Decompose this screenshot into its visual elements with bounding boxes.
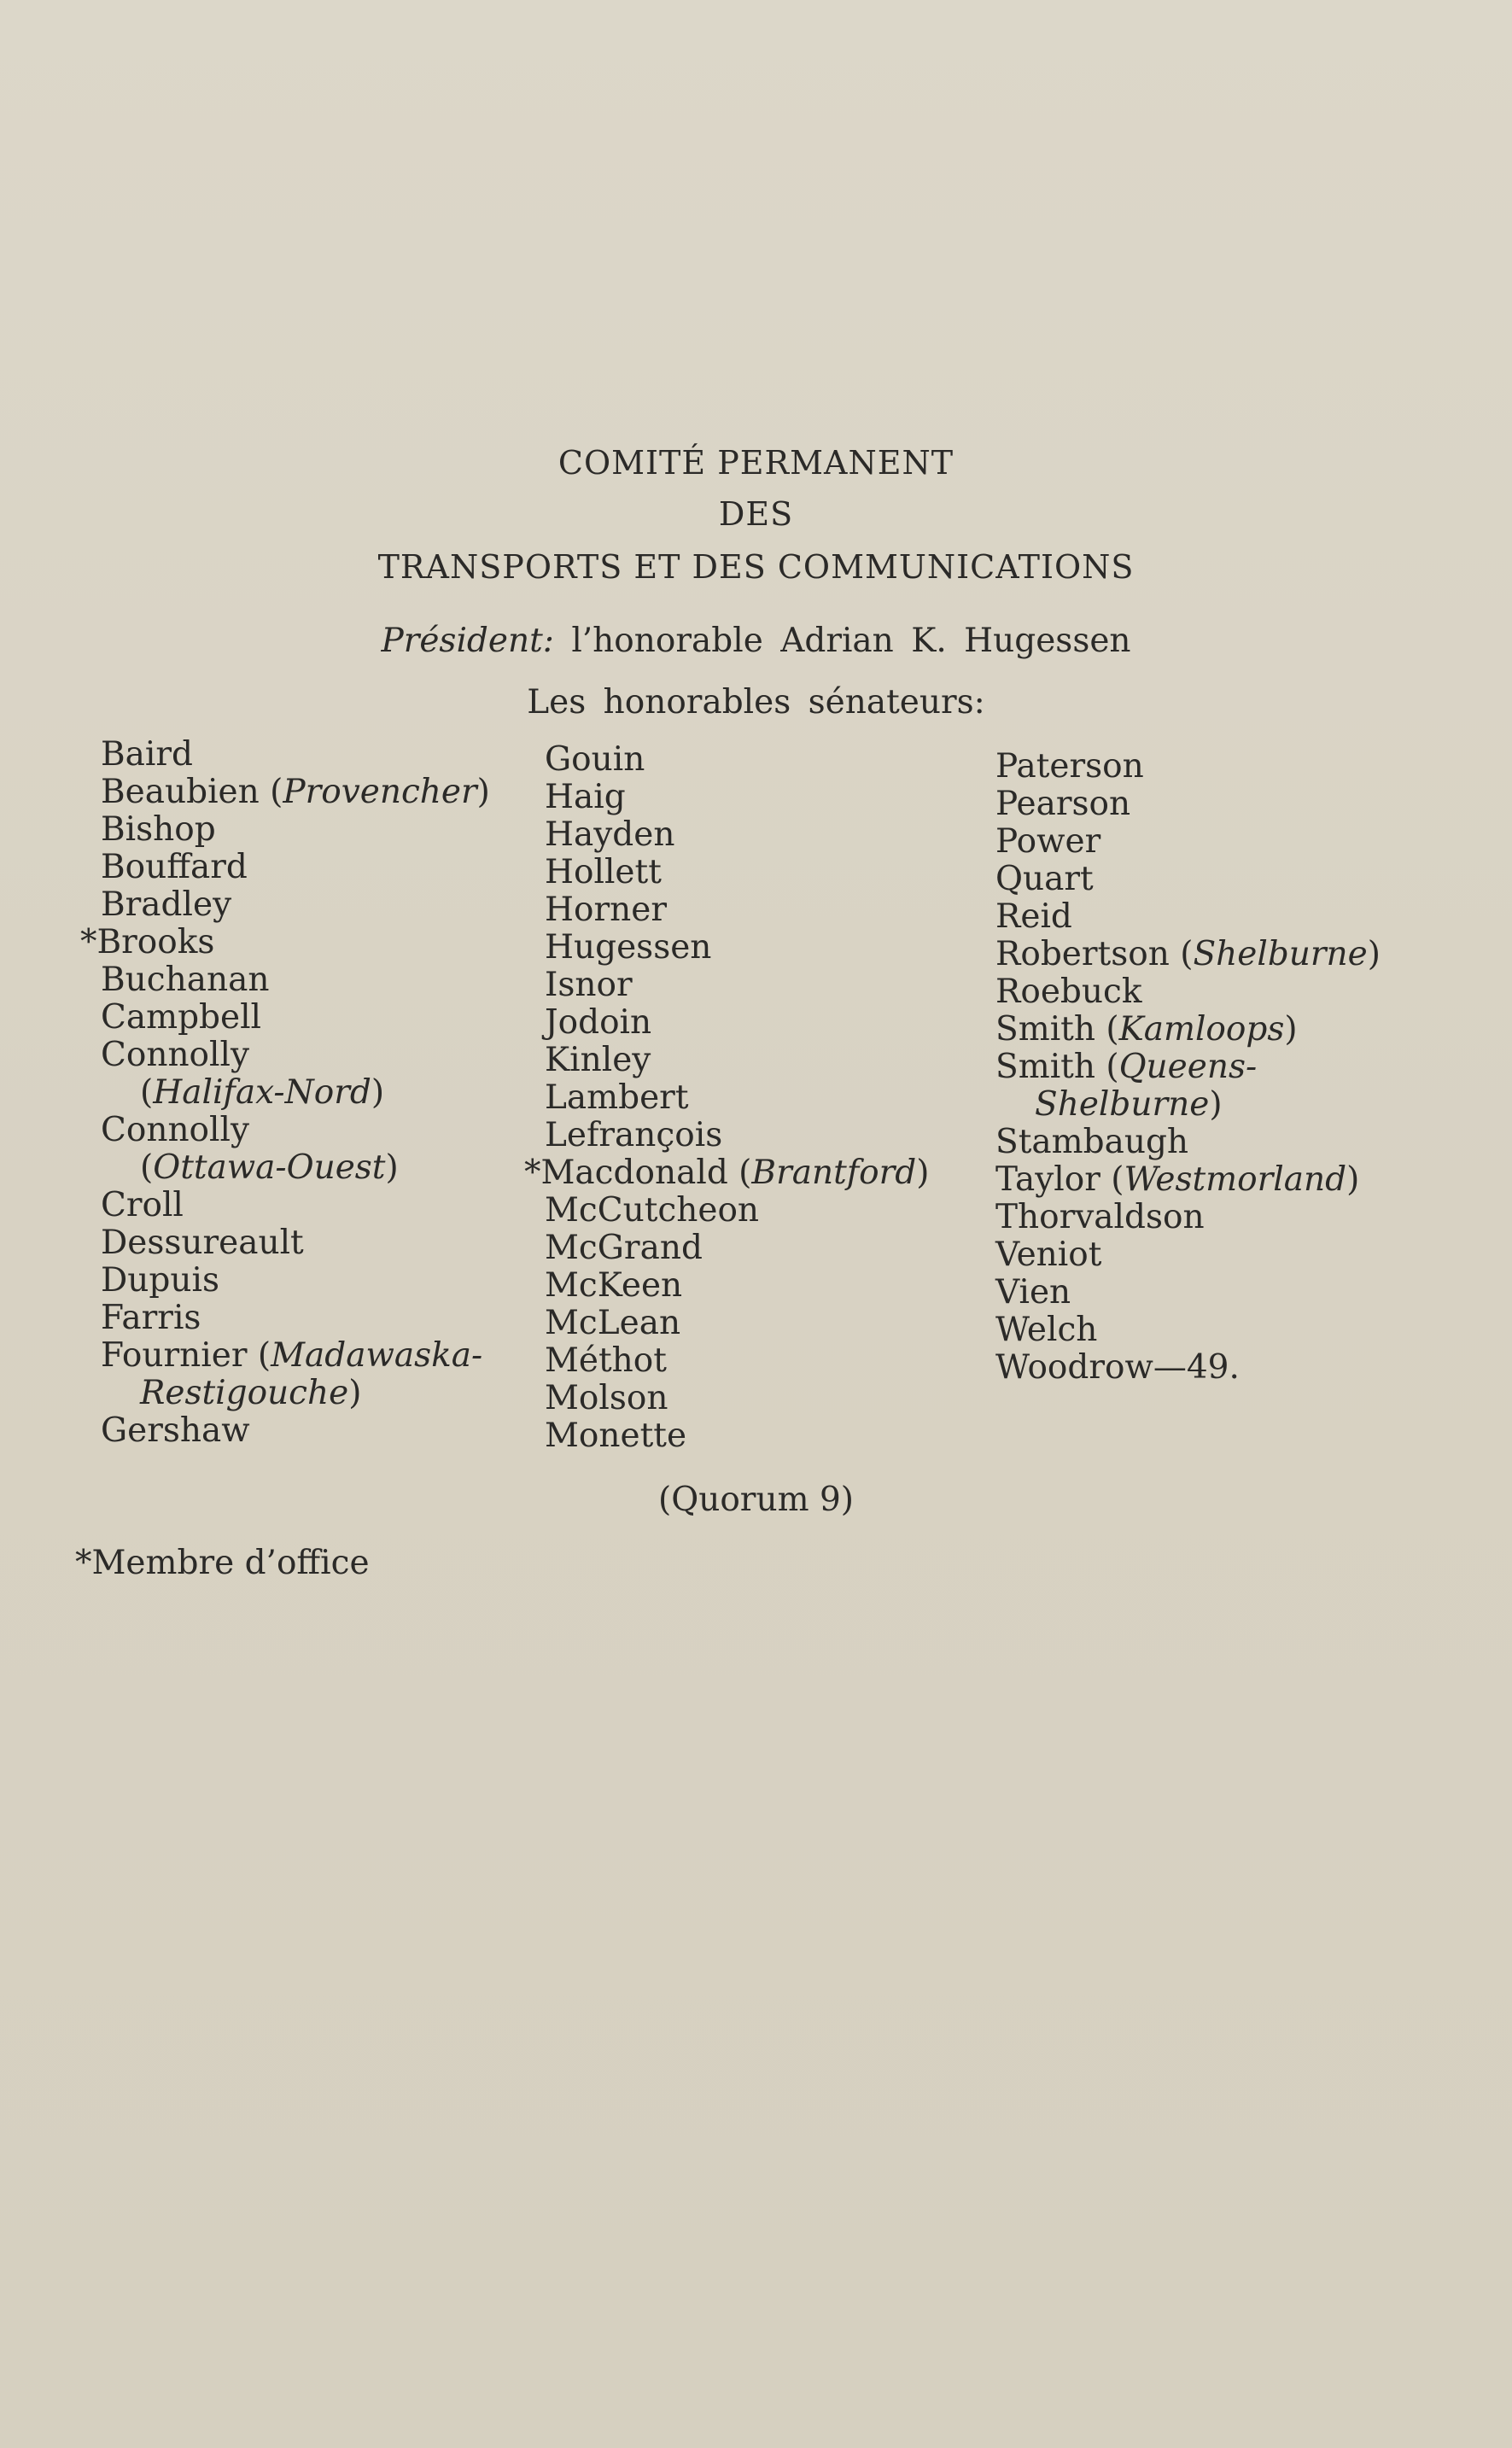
senator-entry: Bouffard — [101, 848, 248, 886]
senator-division: Brantford — [751, 1154, 917, 1192]
committee-title-line2: DES — [718, 495, 794, 533]
senator-entry: Fournier (Madawaska- — [101, 1336, 483, 1375]
senator-entry: Smith (Queens- — [995, 1048, 1258, 1086]
president-name: l’honorable Adrian K. Hugessen — [571, 622, 1131, 660]
senator-entry: Lefrançois — [545, 1116, 723, 1154]
senator-division: Halifax-Nord — [153, 1073, 371, 1112]
senator-column-1 — [80, 735, 490, 1450]
senator-entry: Power — [995, 822, 1101, 861]
president-line — [0, 622, 1512, 660]
senator-entry: Buchanan — [101, 961, 270, 999]
senator-entry: Veniot — [995, 1236, 1102, 1274]
senator-entry: McKeen — [545, 1266, 683, 1305]
senator-entry: Connolly — [101, 1036, 250, 1074]
senator-entry: Lambert — [545, 1078, 689, 1117]
senator-entry: (Halifax-Nord) — [140, 1073, 385, 1112]
senator-entry: McCutcheon — [545, 1191, 760, 1230]
senator-column-3 — [995, 748, 1381, 1387]
senator-entry: Dupuis — [101, 1261, 219, 1300]
senator-entry: Thorvaldson — [995, 1198, 1205, 1236]
senator-entry: Campbell — [101, 998, 262, 1037]
senator-entry: Connolly — [101, 1111, 250, 1149]
senator-entry: McLean — [545, 1304, 681, 1342]
senator-entry: Farris — [101, 1299, 201, 1337]
senator-entry: Hugessen — [545, 928, 712, 967]
footnote-ex-officio: *Membre d’office — [75, 1544, 370, 1582]
senator-entry: Robertson (Shelburne) — [995, 935, 1381, 973]
senator-division: Ottawa-Ouest — [153, 1148, 386, 1187]
senator-entry: Baird — [101, 735, 193, 774]
senator-entry: Dessureault — [101, 1224, 304, 1262]
senator-division: Restigouche — [140, 1374, 349, 1412]
senator-entry: Quart — [995, 860, 1094, 898]
senator-entry: Pearson — [995, 785, 1131, 823]
senator-entry: Molson — [545, 1379, 668, 1417]
senator-entry: Hollett — [545, 853, 662, 891]
senator-entry: Smith (Kamloops) — [995, 1010, 1298, 1049]
senator-entry: Paterson — [995, 747, 1144, 786]
senator-entry: Méthot — [545, 1341, 667, 1380]
senator-entry: *Macdonald (Brantford) — [524, 1154, 930, 1192]
senator-entry: Taylor (Westmorland) — [995, 1160, 1360, 1199]
senator-division: Shelburne — [1035, 1085, 1210, 1124]
senator-entry: Croll — [101, 1186, 184, 1224]
quorum-note: (Quorum 9) — [658, 1481, 854, 1519]
senator-entry: Hayden — [545, 815, 675, 854]
senator-entry: Welch — [995, 1311, 1098, 1349]
senator-entry: Kinley — [545, 1041, 651, 1079]
senator-entry: Jodoin — [545, 1003, 652, 1042]
senator-entry: Gershaw — [101, 1411, 250, 1450]
senator-entry: Stambaugh — [995, 1123, 1189, 1161]
senator-entry: (Ottawa-Ouest) — [140, 1148, 399, 1187]
committee-title-line1: COMITÉ PERMANENT — [558, 444, 954, 482]
senator-division: Kamloops — [1118, 1010, 1285, 1049]
committee-title-line3: TRANSPORTS ET DES COMMUNICATIONS — [377, 548, 1135, 586]
senator-entry: Woodrow—49. — [995, 1348, 1240, 1387]
senator-entry: Isnor — [545, 966, 633, 1004]
senator-column-2 — [524, 740, 930, 1455]
senator-division: Madawaska- — [271, 1336, 483, 1375]
senator-entry: Shelburne) — [1035, 1085, 1223, 1124]
senator-entry: Bishop — [101, 810, 216, 849]
senator-entry: McGrand — [545, 1229, 703, 1267]
senator-entry: *Brooks — [80, 923, 215, 961]
senator-entry: Reid — [995, 897, 1072, 936]
senator-division: Queens- — [1118, 1048, 1258, 1086]
senator-entry: Vien — [995, 1273, 1071, 1312]
senators-header: Les honorables sénateurs: — [527, 683, 985, 722]
president-label: Président: — [381, 622, 554, 660]
senator-entry: Gouin — [545, 740, 645, 779]
senator-entry: Haig — [545, 778, 626, 816]
senator-entry: Horner — [545, 891, 667, 929]
senator-division: Westmorland — [1124, 1160, 1347, 1199]
senator-division: Shelburne — [1193, 935, 1368, 973]
senator-entry: Bradley — [101, 885, 232, 924]
senator-division: Provencher — [283, 773, 477, 811]
senator-entry: Roebuck — [995, 973, 1142, 1011]
senator-entry: Restigouche) — [140, 1374, 362, 1412]
senator-entry: Monette — [545, 1417, 687, 1455]
senator-entry: Beaubien (Provencher) — [101, 773, 490, 811]
